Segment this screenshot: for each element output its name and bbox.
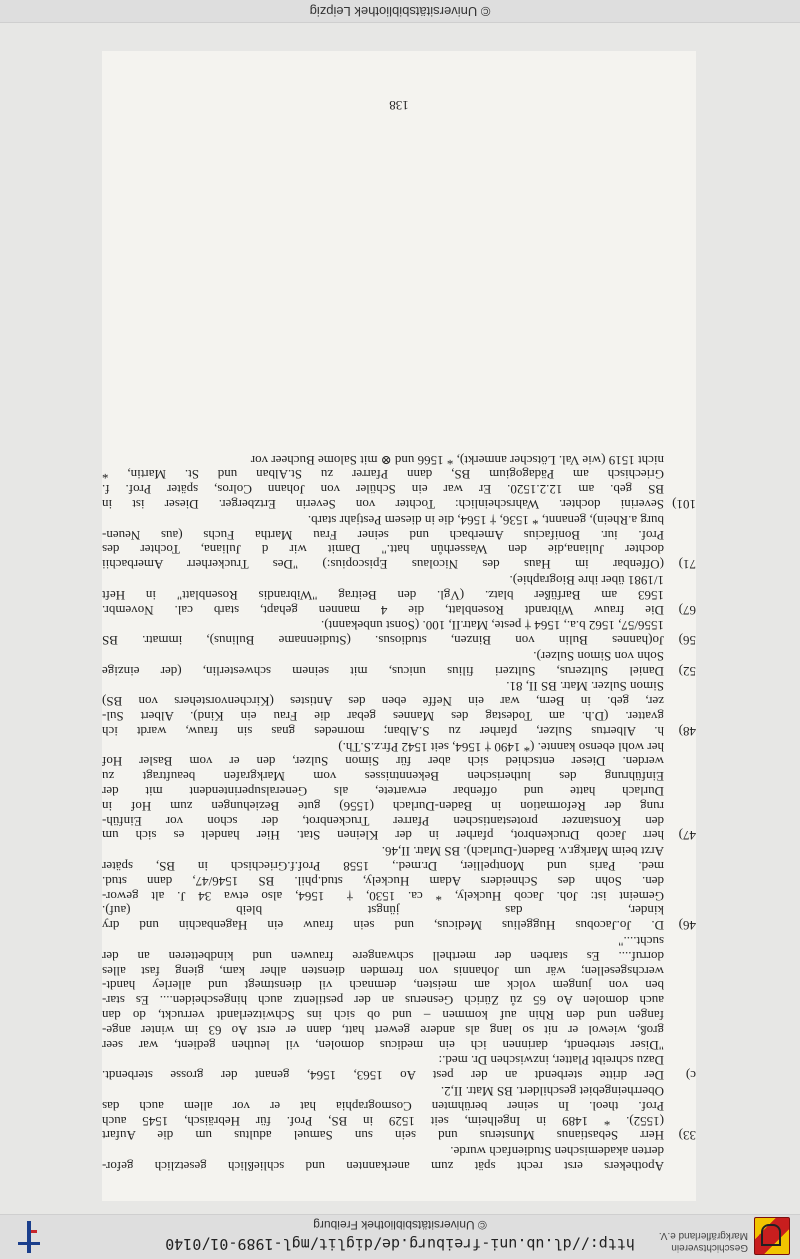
footer-notice: © Universitätsbibliothek Leipzig — [309, 4, 491, 19]
line-text: her wohl ebenso kannte. (* 1490 † 1564, seit 1542 Pfr.z.S.Th.) — [338, 739, 664, 755]
text-line — [102, 873, 664, 888]
text-line — [102, 739, 664, 754]
paragraph — [102, 843, 696, 932]
line-text: werden. Dieser entschied sich aber für Simon Sulzer, den er vom Basler Hof — [102, 754, 664, 770]
line-text: den. Sohn des Schneiders Adam Huckely, stud.phil. BS 1546/47, dann stud. — [102, 873, 664, 889]
line-text: BS geb. am 12.2.1520. Er war ein Schüler von Johann Colros, später Prof. f. — [102, 482, 664, 498]
text-line — [102, 1113, 664, 1128]
text-line — [102, 1022, 664, 1037]
line-text: gvatter. (D.h. am Todestag des Mannes gebar die Frau ein Kind). Albert Sul- — [102, 709, 664, 725]
text-line — [102, 572, 664, 587]
text-line — [102, 992, 664, 1007]
paragraph — [102, 1083, 696, 1142]
text-line — [102, 632, 696, 649]
document-page — [102, 51, 696, 1201]
text-line — [102, 467, 664, 482]
copyright-notice: © Universitätsbibliothek Freiburg — [313, 1218, 487, 1232]
line-text: h. Albertus Sulzer, pfarher zu S.Alban; mornedes gnas sin frauw, wardt ich — [102, 723, 664, 739]
text-line — [102, 481, 664, 496]
text-line — [102, 783, 664, 798]
line-text: Jo(hannes Bulin von Binzen, studiosus. (Studienname Bulinus), immatr. BS — [102, 633, 664, 649]
line-text: Herr Sebastianus Munsterus und sein sun Samuel adultus um die Aufart — [102, 1128, 664, 1144]
text-line — [102, 587, 664, 602]
text-line — [102, 963, 664, 978]
footnote-number: 67) — [678, 602, 696, 618]
footnote-number: 48) — [678, 723, 696, 739]
line-text: burg a.Rhein), genannt, * 1536, † 1564, die in diesem Pestjahr starb. — [307, 512, 664, 528]
line-text: Gemeint ist: Joh. Jacob Huckely, * ca. 1530, † 1564, also etwa 34 J. alt gewor- — [102, 888, 664, 904]
text-line — [102, 978, 664, 993]
society-name: Geschichtsverein Markgräflerland e.V. — [658, 1230, 748, 1253]
text-line — [102, 602, 696, 618]
text-line — [102, 542, 664, 557]
paragraph — [102, 512, 696, 571]
text-line — [102, 618, 664, 633]
line-text: herr Jacob Druckenbrot, pfarher in der Kleinen Stat. Hier handelt es sich um — [102, 828, 664, 844]
footnote-number: 71) — [678, 557, 696, 573]
paragraph — [102, 572, 696, 616]
text-line — [102, 828, 696, 844]
viewer-footer — [0, 0, 800, 23]
footnote-number: 101) — [672, 496, 696, 512]
text-line — [102, 1007, 664, 1022]
footnote-number: 46) — [678, 918, 696, 934]
text-line — [102, 888, 664, 903]
university-logo-icon — [18, 1221, 40, 1253]
line-text: "Diser sterbendt, darinnen ich ein medicus domolen, vil leuthen gedient, war seer — [102, 1037, 664, 1053]
paragraph — [102, 618, 696, 648]
paragraph — [102, 679, 696, 738]
page-number: 138 — [389, 98, 409, 113]
line-text: Simon Sulzer. Matr. BS II, 81. — [506, 679, 664, 695]
source-url[interactable]: http://dl.ub.uni-freiburg.de/diglit/mgl-1989-01/0140 — [165, 1235, 635, 1253]
paragraph — [102, 933, 696, 1051]
text-line — [102, 708, 664, 723]
text-line — [102, 452, 664, 467]
line-text: den Konstanzer protestantischen Pfarrer Truckenbrot, der schon vor Einfüh- — [102, 813, 664, 829]
footnote-number: c) — [685, 1068, 696, 1084]
line-text: Prof. theol. In seiner berühmten Cosmographia hat er vor allem auch das — [102, 1098, 664, 1114]
line-text: sucht...." — [618, 934, 664, 950]
line-text: Der dritte sterbendt an der pest Ao 1563, 1564, genant der grosse sterbendt. — [102, 1068, 664, 1084]
line-text: (Offenbar im Haus des Nicolaus Episcopius:) "Des Truckerherr Amerbachii — [102, 557, 664, 573]
viewer-header — [0, 1214, 800, 1259]
line-text: Griechisch am Pädagogium BS, dann Pfarrer zu St.Alban und St. Martin, * — [102, 467, 664, 483]
text-line — [102, 1158, 664, 1173]
text-line — [102, 948, 664, 963]
text-line — [102, 679, 664, 694]
text-line — [102, 496, 696, 512]
text-line — [102, 798, 664, 813]
footnote-number: 33) — [678, 1128, 696, 1144]
text-line — [102, 723, 696, 739]
paragraph — [102, 1143, 696, 1173]
line-text: Prof. iur. Bonifacius Amerbach und seiner Frau Martha Fuchs (aus Neuen- — [102, 527, 664, 543]
line-text: 1/1981 über ihre Biographie). — [509, 572, 664, 588]
line-text: Dazu schreibt Platter, inzwischen Dr. med.: — [438, 1053, 664, 1069]
text-line — [102, 512, 664, 527]
text-line — [102, 1067, 696, 1084]
line-text: Einführung des lutherischen Bekenntnisses vom Markgrafen beauftragt zu — [102, 769, 664, 785]
paragraph — [102, 452, 696, 511]
line-text: Oberrheingebiet geschildert. BS Matr. II,2. — [440, 1084, 664, 1100]
text-line — [102, 1053, 664, 1068]
line-text: Daniel Sultzerus, Sultzeri filius unicus, mit seinem schwesterlin, (der einzige — [102, 663, 664, 679]
text-line — [102, 903, 664, 918]
line-text: dorruf.... Es starben der merthell schwangere frauwen und kindbetteren an der — [102, 948, 664, 964]
text-line — [102, 663, 696, 679]
text-line — [102, 1083, 664, 1098]
line-text: (1552). * 1489 in Ingelheim, seit 1529 in BS, Prof. für Hebräisch, 1545 auch — [102, 1113, 664, 1129]
text-line — [102, 1098, 664, 1113]
line-text: 1556/57, 1562 b.a., 1564 † peste, Matr.II, 100. (Sonst unbekannt). — [320, 618, 664, 634]
line-text: derten akademischen Studienfach wurde. — [450, 1144, 664, 1160]
page-text — [102, 451, 696, 1173]
line-text: dochter Juliana,die den Wasserhůn hatt." Damit wir d Juliana, Tochter des — [102, 542, 664, 558]
footnote-number: 56) — [678, 633, 696, 649]
line-text: rung der Reformation in Baden-Durlach (1556) gute Beziehungen zum Hof in — [102, 798, 664, 814]
line-text: werchsgesellen; wär um Johannis von fremden diensten alher kam, gieng fast alles — [102, 963, 664, 979]
text-line — [102, 648, 664, 663]
text-line — [102, 843, 664, 858]
line-text: kinder, das jüngst bleib (auf). — [102, 903, 664, 919]
text-line — [102, 1143, 664, 1158]
line-text: ben von jungem volck am meisten, demnach vil dienstmegt und allerley handt- — [102, 978, 664, 994]
line-text: Sohn von Simon Sulzer). — [533, 648, 664, 664]
line-text: auch domolen Ao 65 zů Zürich Gesnerus an der pestilentz auch hingescheiden.... Es star- — [102, 993, 664, 1009]
text-line — [102, 917, 696, 934]
line-text: Apothekers erst recht spät zum anerkannten und schließlich gesetzlich gefor- — [102, 1159, 664, 1174]
text-line — [102, 933, 664, 948]
line-text: fangen und den Rhin auf kommen – und ob sich ins Schwitzerlandt verruckt, do dan — [102, 1008, 664, 1024]
paragraph — [102, 739, 696, 843]
line-text: Arzt beim Markgr.v. Baden(-Durlach). BS Matr. II,46. — [381, 844, 664, 860]
text-line — [102, 768, 664, 783]
line-text: Die frauw Wibrandt Rosenblatt, die 4 mannen gehapt, starb cal. Novembr. — [102, 602, 664, 618]
text-line — [102, 858, 664, 873]
text-line — [102, 754, 664, 769]
text-line — [102, 1037, 664, 1052]
line-text: Severini dochter. Wahrscheinlich: Tochter von Severin Ertzberger. Dieser ist in — [102, 496, 664, 512]
text-line — [102, 1128, 696, 1144]
text-line — [102, 556, 696, 573]
line-text: D. Jo.Jacobus Huggelius Medicus, und sein frauw ein Hagenbachin und dry — [102, 918, 664, 934]
text-line — [102, 694, 664, 709]
paragraph — [102, 1053, 696, 1083]
footnote-number: 52) — [678, 663, 696, 679]
text-line — [102, 813, 664, 828]
paragraph — [102, 648, 696, 678]
line-text: groß, wiewol er nit so lang als andere gewert hatt, dann er erst Ao 63 im winter ange- — [102, 1022, 664, 1038]
line-text: med. Paris und Montpellier, Dr.med., 1558 Prof.f.Griechisch in BS, später — [102, 859, 664, 875]
footnote-number: 47) — [678, 828, 696, 844]
text-line — [102, 527, 664, 542]
line-text: Durlach hatte und offenbar erwartete, als Generalsuperintendent mit der — [102, 784, 664, 800]
line-text: nicht 1519 (wie Val. Lötscher anmerkt), * 1566 und ⊗ mit Salome Bucheer vor — [250, 452, 664, 468]
line-text: zer, geb. in Bern, war ein Neffe eben des Antistes (Kirchenvorstehers von BS) — [102, 694, 664, 710]
line-text: 1563 am Barfüßer blatz. (Vgl. den Beitrag "Wibrandis Rosenblatt" in Heft — [102, 587, 664, 603]
